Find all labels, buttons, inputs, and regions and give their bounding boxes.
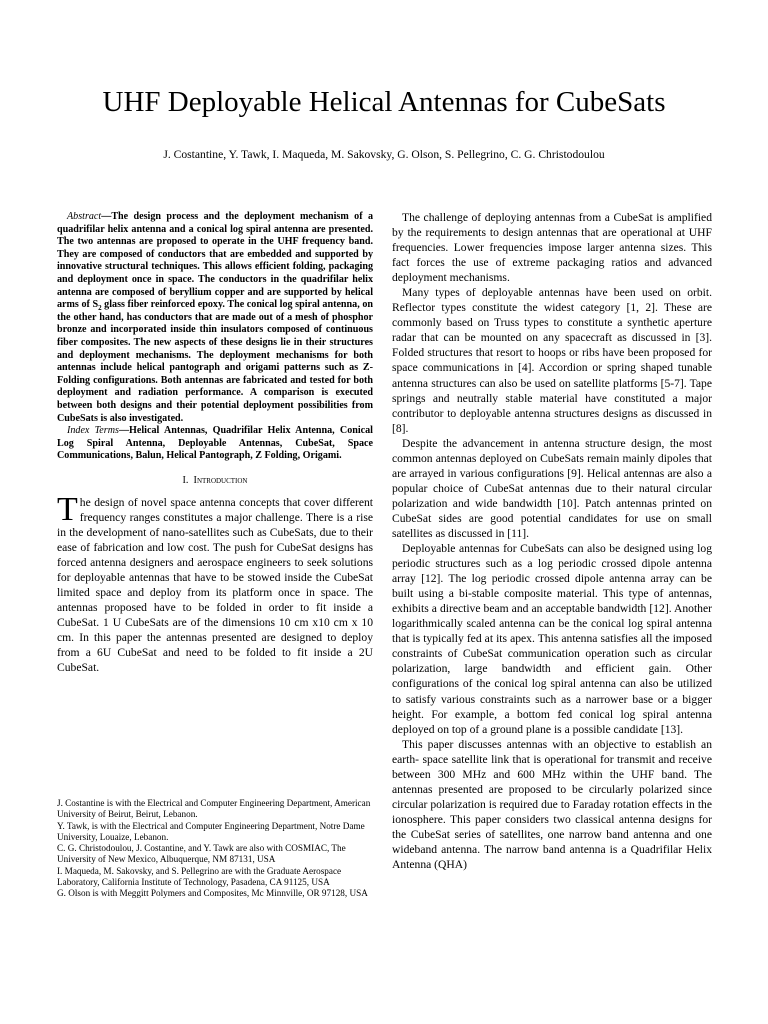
intro-text: he design of novel space antenna concepts that cover different frequency ranges constitutes a major challenge. There is a rise in the development of nano-satellites such as CubeSats, due to their ease of fabrication and low cost. The push for CubeSat designs has forced antenna designers and aerospace engineers to seek solutions for deployable antennas that have to be stowed inside the CubeSat limited space and deploy from its platform once in space. The antennas proposed have to be folded in order to fit inside a CubeSat. 1 U CubeSats are of the dimensions 10 cm x10 cm x 10 cm. In this paper the antennas presented are designed to deploy from a 6U CubeSat and need to be folded to fit inside a 2U CubeSat. (57, 495, 373, 674)
section-heading-introduction (57, 475, 373, 487)
section-title-rest: ntroduction (196, 474, 248, 486)
author-list: J. Costantine, Y. Tawk, I. Maqueda, M. Sakovsky, G. Olson, S. Pellegrino, C. G. Christodoulou (163, 148, 605, 161)
paper-title: UHF Deployable Helical Antennas for CubeSats (102, 86, 666, 118)
abstract-label: Abstract (67, 211, 102, 222)
index-terms-text: Helical Antennas, Quadrifilar Helix Antenna, Conical Log Spiral Antenna, Deployable Antennas, CubeSat, Space Communications, Balun, Helical Pantograph, Z Folding, Origami. (57, 425, 373, 462)
abstract-dash: — (101, 211, 112, 222)
body-paragraph: Despite the advancement in antenna structure design, the most common antennas deployed on CubeSats remain mainly dipoles that are arrayed in various configurations [9]. Helical antennas are also a popular choice of CubeSat antennas due to their natural circular polarization and wide bandwidth [10]. Patch antennas printed on CubeSat sides are good potential candidates for use on small satellites as discussed in [11]. (392, 436, 712, 540)
footnote: I. Maqueda, M. Sakovsky, and S. Pellegrino are with the Graduate Aerospace Laboratory, California Institute of Technology, Pasadena, CA 91125, USA (57, 865, 342, 888)
footnote: C. G. Christodoulou, J. Costantine, and Y. Tawk are also with COSMIAC, The University of New Mexico, Albuquerque, NM 87131, USA (57, 843, 346, 865)
body-paragraph: Many types of deployable antennas have been used on orbit. Reflector types constitute the widest category [1, 2]. These are commonly based on Truss types to constitute a synthetic aperture radar that can be mounted on any spacecraft as discussed in [3]. Folded structures that resort to hoops or ribs have been proposed for space communications in [4]. Accordion or spring shaped tunable antenna structures can also be used on satellite platforms [5-7]. Tape springs and neutrally stable material have constituted a major contributor to deployable antenna structures designs as discussed in [8]. (392, 286, 712, 435)
left-column (57, 211, 373, 675)
index-terms-paragraph (57, 425, 373, 463)
index-terms-label: Index Terms (67, 425, 119, 437)
drop-cap: T (57, 490, 78, 528)
abstract-subscript: 2 (98, 304, 102, 313)
introduction-body (57, 490, 373, 675)
section-number: I. (182, 474, 189, 486)
index-terms-dash: — (118, 425, 130, 437)
abstract-paragraph (57, 211, 373, 425)
right-column (392, 210, 712, 872)
abstract-text-2: glass fiber reinforced epoxy. The conical log spiral antenna, on the other hand, has conductors that are made out of a mesh of phosphor bronze and incorporated inside thin insulators composed of continuous fiber composites. The new aspects of these designs lie in their structures and deployment mechanisms. The deployment mechanisms for both antennas include helical pantograph and origami patterns such as Z-Folding configurations. Both antennas are fabricated and tested for both deployment and radiation performance. A comparison is executed between both designs and their potential deployment possibilities from CubeSats is also investigated. (57, 299, 373, 424)
section-title-first: I (193, 474, 197, 486)
abstract-block (57, 211, 373, 463)
footnote: J. Costantine is with the Electrical and Computer Engineering Department, American University of Beirut, Beirut, Lebanon. (57, 798, 371, 820)
abstract-text-1: The design process and the deployment mechanism of a quadrifilar helix antenna and a conical log spiral antenna are presented. The two antennas are proposed to operate in the UHF frequency band. They are composed of conductors that are embedded and supported by innovative structural techniques. This allows efficient folding, packaging and deployment once in space. The conductors in the quadrifilar helix antenna are composed of beryllium copper and are supported by helical arms of S (57, 211, 373, 311)
body-paragraph: This paper discusses antennas with an objective to establish an earth- space satellite link that is operational for transmit and receive between 300 MHz and 600 MHz within the UHF band. The antennas presented are proposed to be circularly polarized since circular polarization is required due to Faraday rotation effects in the ionosphere. This paper considers two classical antenna designs for the CubeSat series of satellites, one narrow band antenna and one wideband antenna. The narrow band antenna is a Quadrifilar Helix Antenna (QHA) (392, 737, 712, 872)
body-paragraph: The challenge of deploying antennas from a CubeSat is amplified by the requirements to design antennas that are operational at UHF frequencies. Lower frequencies impose larger antenna sizes. This fact forces the use of extreme packaging ratios and advanced deployment mechanisms. (392, 211, 712, 285)
affiliation-footnotes (57, 798, 373, 900)
footnote: G. Olson is with Meggitt Polymers and Composites, Mc Minnville, OR 97128, USA (57, 888, 368, 899)
intro-paragraph (57, 490, 373, 675)
footnote: Y. Tawk, is with the Electrical and Computer Engineering Department, Notre Dame University, Louaize, Lebanon. (57, 820, 365, 842)
body-paragraph: Deployable antennas for CubeSats can also be designed using log periodic structures such as a log periodic crossed dipole antenna array [12]. The log periodic crossed dipole antenna array can be built using a bi-stable composite material. This type of antennas, exhibits a directive beam and an acceptable bandwidth [12]. Another logarithmically scaled antenna can be the conical log spiral antenna that is typically fed at its apex. This antenna satisfies all the imposed constraints of CubeSat communication operation such as circular polarization, large bandwidth and efficient gain. Other configurations of the conical log spiral antenna can also be utilized to satisfy various constraints such as a narrower base or a bigger height. For example, a bottom fed conical log spiral antenna deployed on top of a ground plane is a possible candidate [13]. (392, 542, 712, 736)
